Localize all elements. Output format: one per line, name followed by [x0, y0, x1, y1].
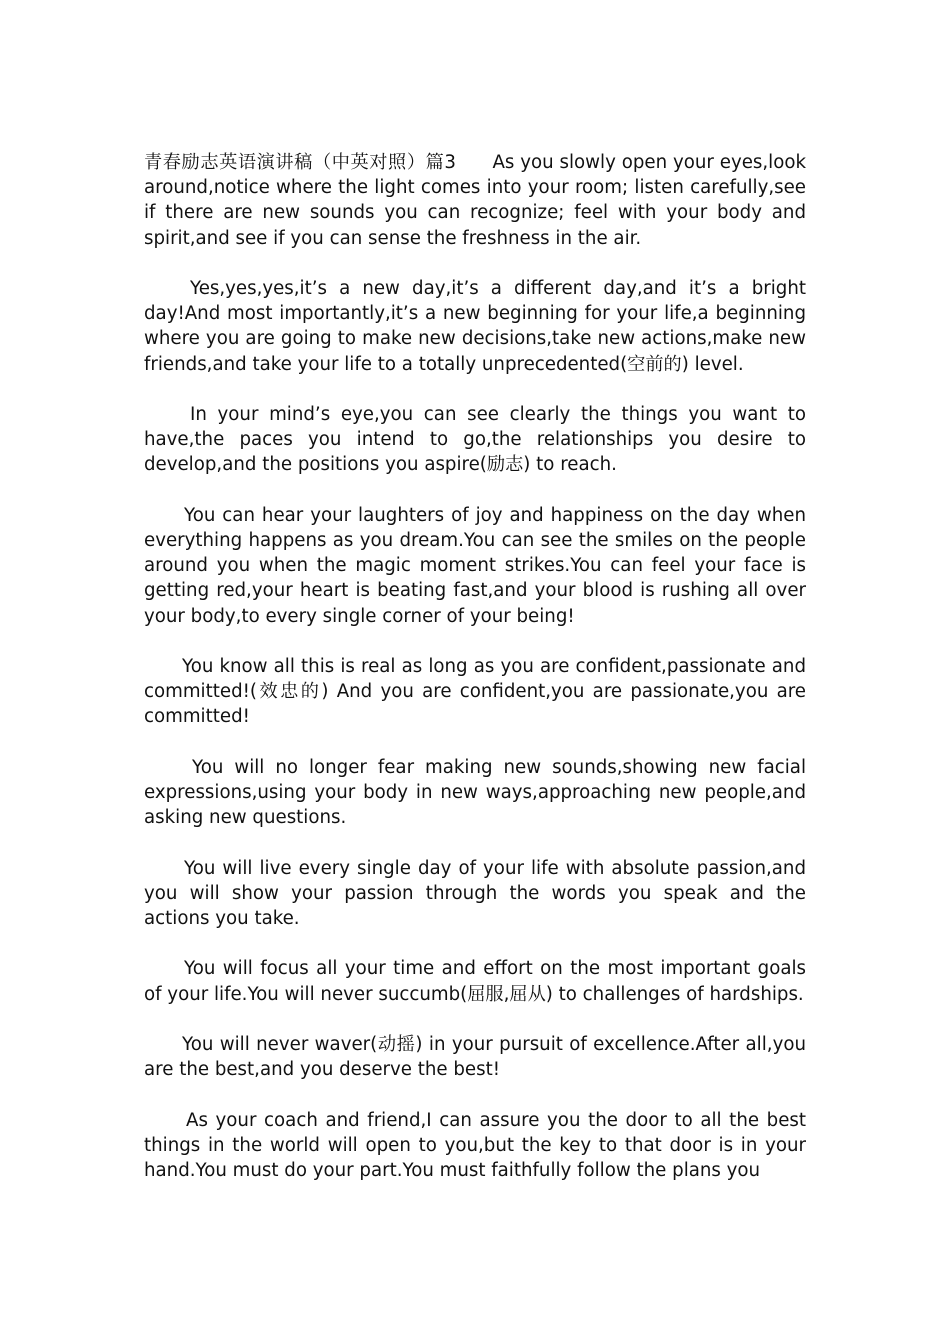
paragraph-5: You know all this is real as long as you are confident,passionate and committed!(效忠的) And you are confident,you are passionate,you are committed! [144, 656, 806, 728]
document-body [144, 150, 806, 1208]
paragraph-8: You will focus all your time and effort on the most important goals of your life.You will never succumb(屈服,屈从) to challenges of hardships. [144, 958, 806, 1005]
paragraph-4: You can hear your laughters of joy and happiness on the day when everything happens as you dream.You can see the smiles on the people around you when the magic moment strikes.You can feel your face is getting red,your heart is beating fast,and your blood is rushing all over your body,to every single corner of your being! [144, 504, 806, 627]
paragraph-9: You will never waver(动摇) in your pursuit of excellence.After all,you are the best,and you deserve the best! [144, 1033, 806, 1081]
paragraph-10: As your coach and friend,I can assure you the door to all the best things in the world will open to you,but the key to that door is in your hand.You must do your part.You must faithfully follow the plans you [144, 1109, 806, 1181]
document-title: 青春励志英语演讲稿（中英对照）篇3 [144, 152, 457, 173]
paragraph-6: You will no longer fear making new sounds,showing new facial expressions,using your body in new ways,approaching new people,and asking new questions. [144, 756, 806, 829]
paragraph-1-text: As you slowly open your eyes,look around,notice where the light comes into your room; listen carefully,see if there are new sounds you can recognize; feel with your body and spirit,and see if you can sense the freshness in the air. [144, 152, 806, 249]
paragraph-7: You will live every single day of your life with absolute passion,and you will show your passion through the words you speak and the actions you take. [144, 857, 806, 929]
paragraph-2: Yes,yes,yes,it’s a new day,it’s a different day,and it’s a bright day!And most importantly,it’s a new beginning for your life,a beginning where you are going to make new decisions,take new actions,make new friends,and take your life to a totally unprecedented(空前的) level. [144, 278, 806, 375]
paragraph-3: In your mind’s eye,you can see clearly the things you want to have,the paces you intend to go,the relationships you desire to develop,and the positions you aspire(励志) to reach. [144, 404, 806, 476]
paragraph-1 [144, 150, 806, 251]
